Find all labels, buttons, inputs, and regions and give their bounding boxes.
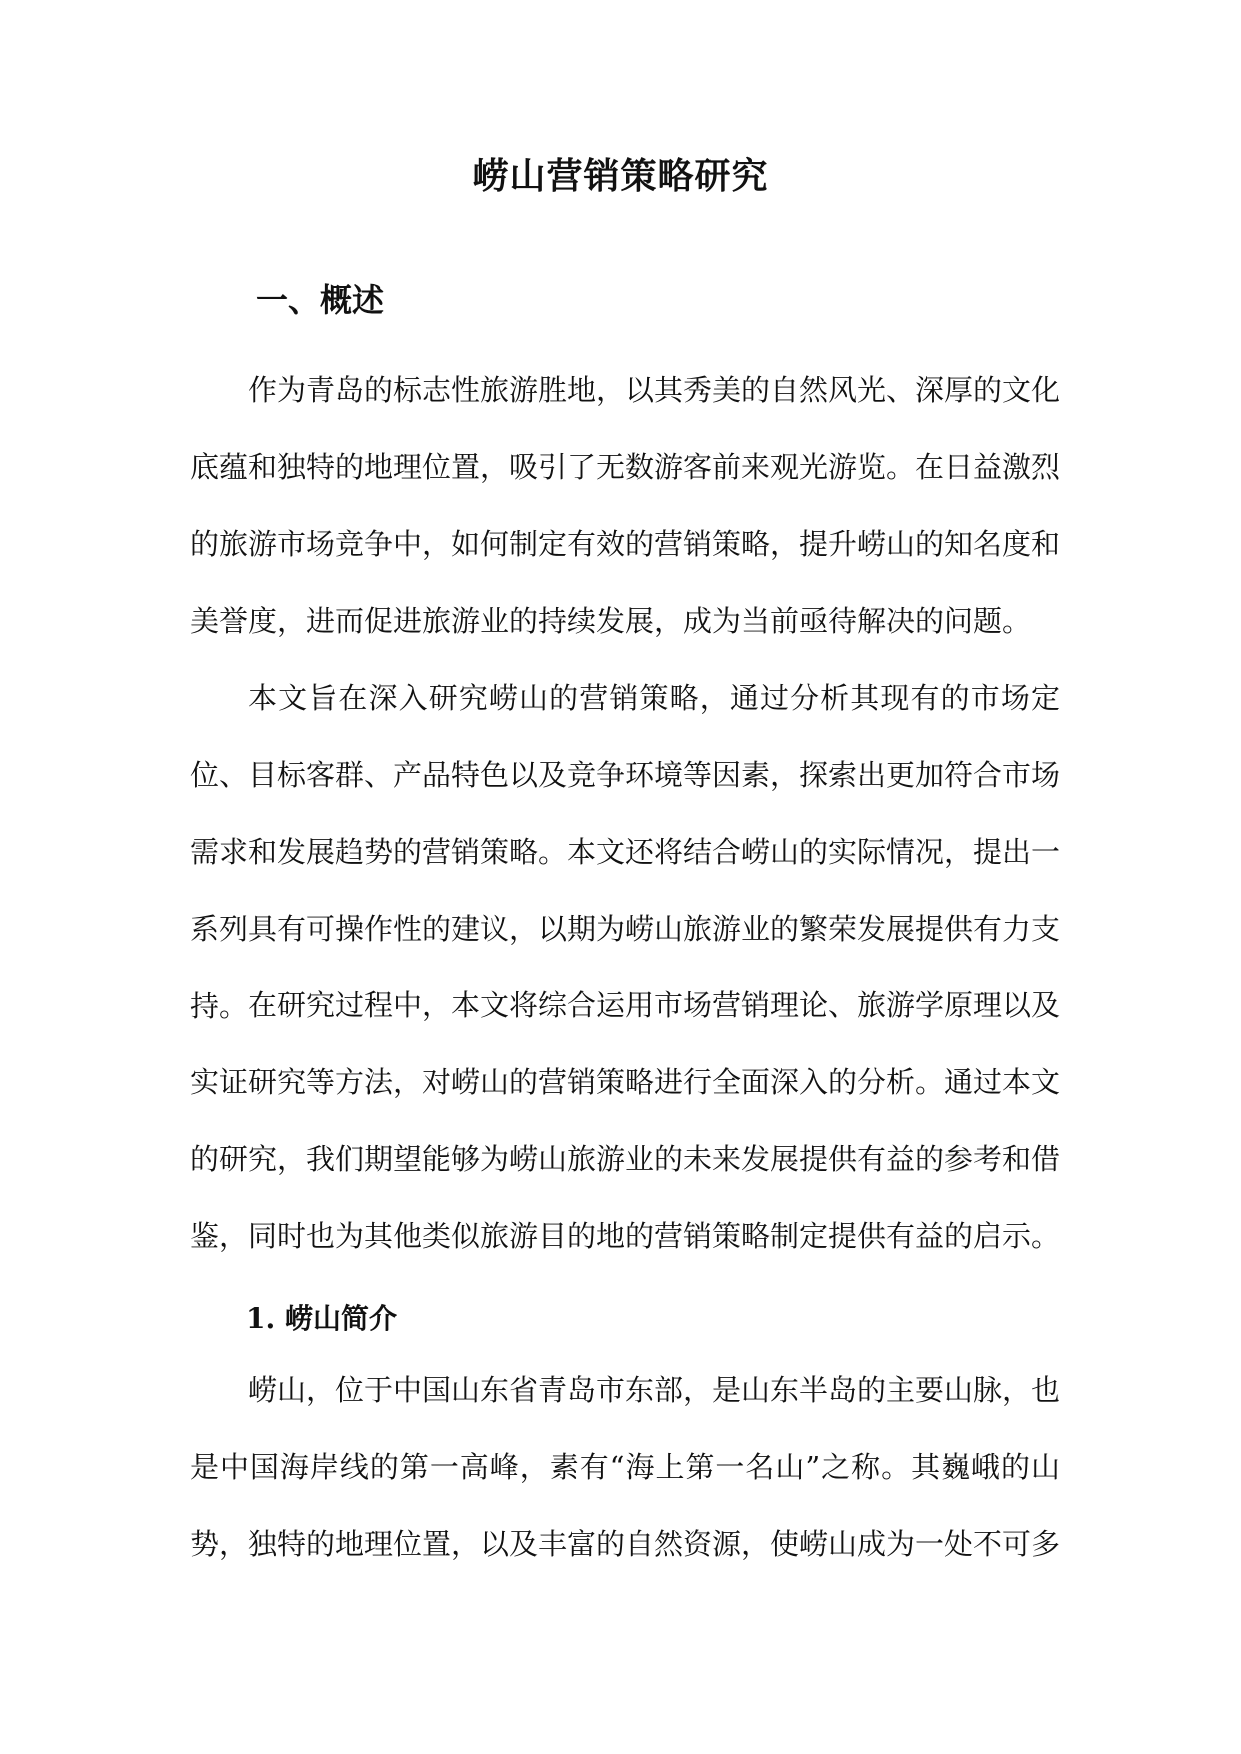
- section-heading-overview: 一、概述: [256, 281, 385, 319]
- subsection-heading-laoshan-intro: 1. 崂山简介: [246, 1302, 397, 1335]
- document-title: 崂山营销策略研究: [472, 155, 769, 197]
- paragraph: 崂山，位于中国山东省青岛市东部，是山东半岛的主要山脉，也是中国海岸线的第一高峰，素有“海上第一名山”之称。其巍峨的山势，独特的地理位置，以及丰富的自然资源，使崂山成为一处不可多: [190, 1373, 1061, 1561]
- paragraph: 本文旨在深入研究崂山的营销策略，通过分析其现有的市场定位、目标客群、产品特色以及竞争环境等因素，探索出更加符合市场需求和发展趋势的营销策略。本文还将结合崂山的实际情况，提出一系列具有可操作性的建议，以期为崂山旅游业的繁荣发展提供有力支持。: [190, 681, 1061, 1023]
- paragraph: 作为青岛的标志性旅游胜地，以其秀美的自然风光、深厚的文化底蕴和独特的地理位置，吸引了无数游客前来观光游览。在日益激烈的旅游市场竞争中，如何制定有效的营销策略，提升崂山的知名度和美誉度，进而促进旅游业的持续发展，成为当前亟待解决的问题。: [190, 373, 1061, 638]
- paragraph: 在研究过程中，本文将综合运用市场营销理论、旅游学原理以及实证研究等方法，对崂山的营销策略进行全面深入的分析。通过本文的研究，我们期望能够为崂山旅游业的未来发展提供有益的参考和借鉴，同时也为其他类似旅游目的地的营销策略制定提供有益的启示。: [190, 988, 1061, 1253]
